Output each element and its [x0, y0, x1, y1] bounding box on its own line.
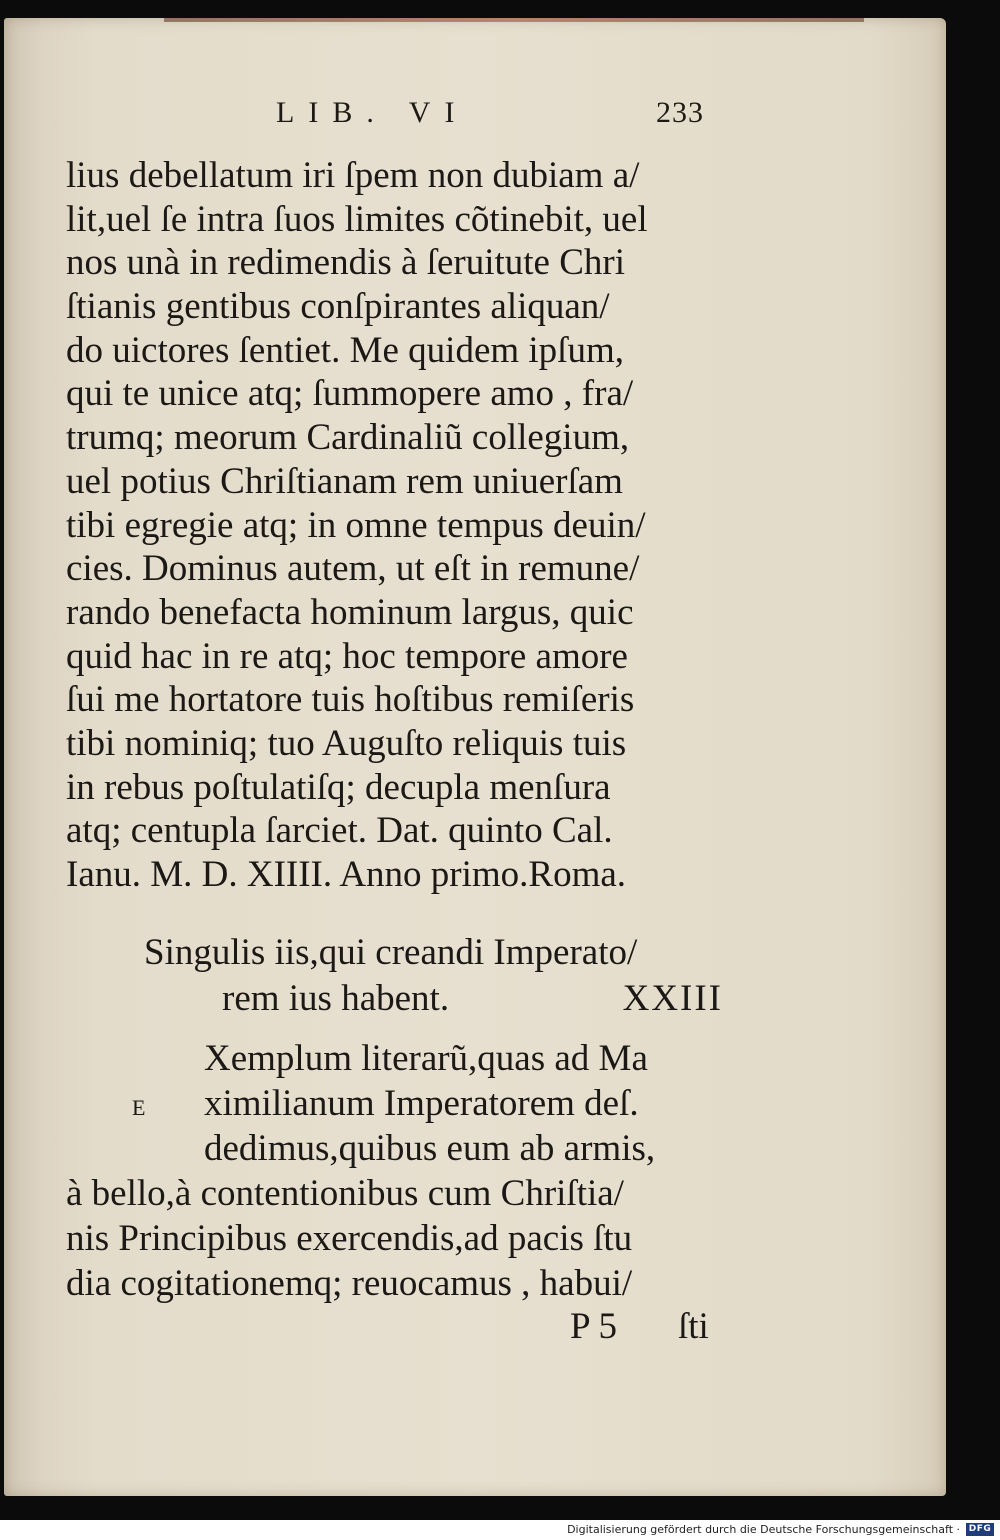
running-head [4, 96, 946, 136]
letter-text [66, 1036, 731, 1306]
text-line: nis Principibus exercendis,ad pacis ſtu [66, 1218, 633, 1259]
signature-line [66, 1304, 731, 1349]
text-line: cies. Dominus autem, ut eſt in remune/ [66, 548, 640, 590]
text-line: dedimus,quibus eum ab armis, [204, 1128, 656, 1169]
book-page [4, 18, 946, 1496]
text-line-content: ximilianum Imperatorem deſ. [204, 1083, 639, 1124]
text-line: in rebus poſtulatiſq; decupla menſura [66, 766, 611, 808]
text-line: tibi nominiq; tuo Auguſto reliquis tuis [66, 722, 627, 764]
funding-credit: Digitalisierung gefördert durch die Deutsche Forschungsgemeinschaft · [567, 1523, 960, 1536]
text-line: rando benefacta hominum largus, quic [66, 591, 634, 633]
heading-line-text: rem ius habent. [222, 978, 450, 1019]
text-line: ſtianis gentibus conſpirantes aliquan/ [66, 286, 610, 328]
text-line [66, 1081, 731, 1126]
footer [0, 1520, 1000, 1540]
text-line: à bello,à contentionibus cum Chriſtia/ [66, 1173, 624, 1214]
text-line: qui te unice atq; ſummopere amo , fra/ [66, 373, 634, 415]
text-line: dia cogitationemq; reuocamus , habui/ [66, 1263, 633, 1304]
letter-number: XXIII [622, 978, 723, 1019]
body-text [66, 154, 731, 897]
catchword: ſti [678, 1306, 709, 1347]
text-line: lit,uel ſe intra ſuos limites cõtinebit, uel [66, 198, 648, 240]
text-line: do uictores ſentiet. Me quidem ipſum, [66, 329, 624, 371]
text-line: uel potius Chriſtianam rem uniuerſam [66, 460, 623, 502]
text-line: lius debellatum iri ſpem non dubiam a/ [66, 155, 640, 196]
heading-line: Singulis iis,qui creandi Imperato/ [144, 932, 638, 973]
text-line: nos unà in redimendis à ſeruitute Chri [66, 242, 625, 284]
running-head-title: LIB. VI [276, 96, 469, 129]
letter-heading [66, 930, 731, 1022]
initial-guide-letter: E [132, 1095, 147, 1120]
text-line: atq; centupla ſarciet. Dat. quinto Cal. [66, 810, 613, 852]
text-line: quid hac in re atq; hoc tempore amore [66, 635, 628, 677]
text-line: ſui me hortatore tuis hoſtibus remiſeris [66, 679, 635, 721]
dfg-logo: DFG [966, 1523, 994, 1536]
page-number: 233 [656, 96, 704, 129]
text-line: Ianu. M. D. XIIII. Anno primo.Roma. [66, 854, 627, 895]
text-line: tibi egregie atq; in omne tempus deuin/ [66, 504, 646, 546]
heading-line [66, 976, 731, 1022]
text-line: Xemplum literarũ,quas ad Ma [204, 1038, 648, 1079]
text-line: trumq; meorum Cardinaliũ collegium, [66, 417, 630, 459]
page-edge [164, 18, 864, 22]
signature-mark: P 5 [570, 1306, 617, 1347]
